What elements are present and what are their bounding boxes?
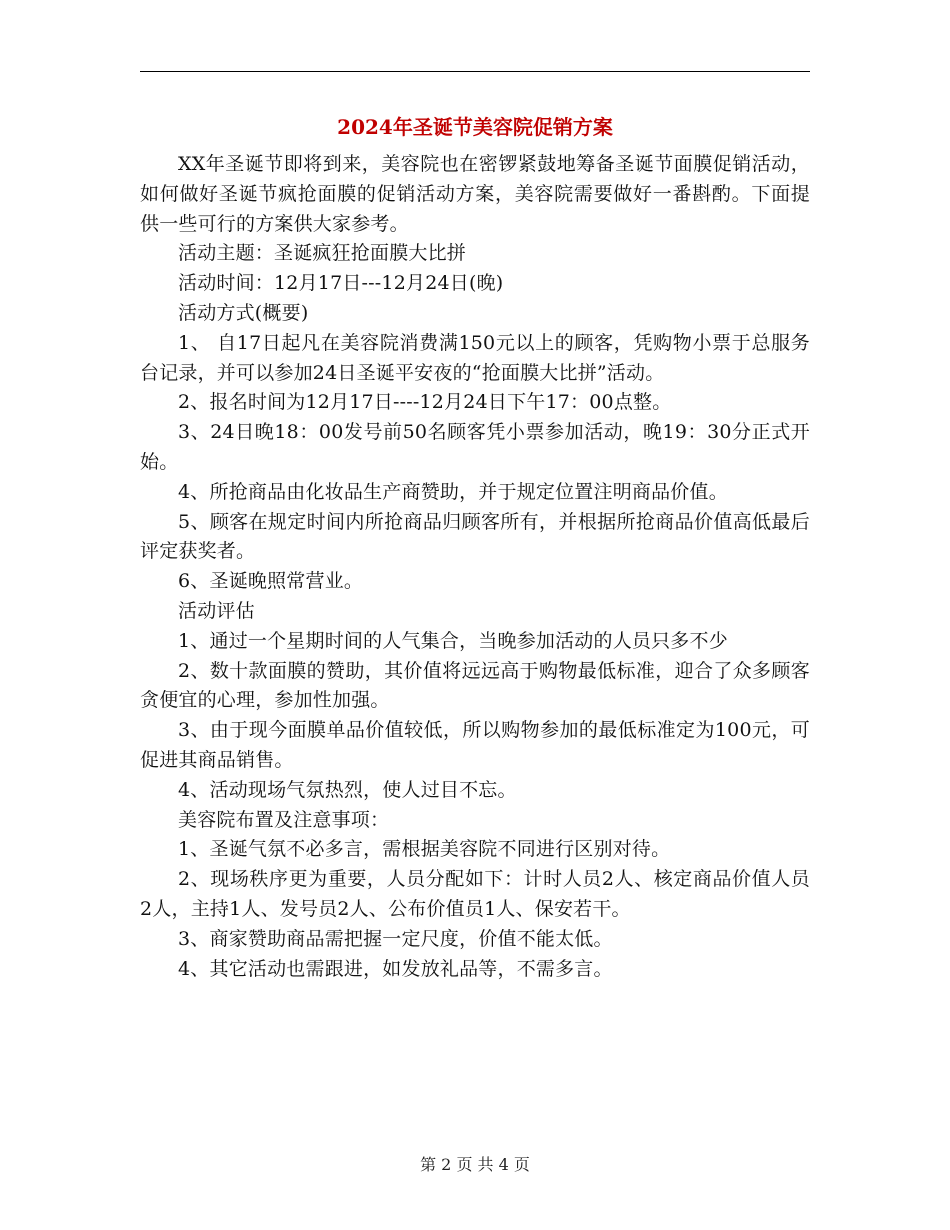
method-item: 4、所抢商品由化妆品生产商赞助，并于规定位置注明商品价值。 bbox=[178, 480, 728, 503]
document-body bbox=[140, 150, 810, 984]
layout-note-item: 2、现场秩序更为重要，人员分配如下：计时人员2人、核定商品价值人员2人，主持1人、发号员2人、公布价值员1人、保安若干。 bbox=[140, 868, 810, 920]
layout-notes-heading: 美容院布置及注意事项： bbox=[178, 808, 390, 831]
method-item: 3、24日晚18：00发号前50名顾客凭小票参加活动，晚19：30分正式开始。 bbox=[140, 421, 810, 473]
document-title: 2024年圣诞节美容院促销方案 bbox=[337, 115, 613, 139]
activity-theme: 活动主题：圣诞疯狂抢面膜大比拼 bbox=[178, 242, 467, 265]
layout-note-item: 4、其它活动也需跟进，如发放礼品等，不需多言。 bbox=[178, 957, 613, 980]
method-item: 1、 自17日起凡在美容院消费满150元以上的顾客，凭购物小票于总服务台记录，并可以参加24日圣诞平安夜的“抢面膜大比拼”活动。 bbox=[140, 331, 810, 384]
page-number-footer: 第 2 页 共 4 页 bbox=[420, 1155, 530, 1174]
header-rule bbox=[140, 71, 810, 72]
layout-note-item: 1、圣诞气氛不必多言，需根据美容院不同进行区别对待。 bbox=[178, 838, 671, 861]
activity-time: 活动时间：12月17日---12月24日(晚) bbox=[178, 272, 504, 295]
evaluation-item: 3、由于现今面膜单品价值较低，所以购物参加的最低标准定为100元，可促进其商品销售。 bbox=[140, 719, 810, 771]
evaluation-heading: 活动评估 bbox=[178, 599, 255, 622]
method-item: 2、报名时间为12月17日----12月24日下午17：00点整。 bbox=[178, 391, 672, 414]
intro-paragraph: XX年圣诞节即将到来，美容院也在密锣紧鼓地筹备圣诞节面膜促销活动，如何做好圣诞节疯抢面膜的促销活动方案，美容院需要做好一番斟酌。下面提供一些可行的方案供大家参考。 bbox=[140, 153, 810, 235]
evaluation-item: 1、通过一个星期时间的人气集合，当晚参加活动的人员只多不少 bbox=[178, 629, 728, 652]
method-item: 5、顾客在规定时间内所抢商品归顾客所有，并根据所抢商品价值高低最后评定获奖者。 bbox=[140, 510, 810, 563]
evaluation-item: 2、数十款面膜的赞助，其价值将远远高于购物最低标准，迎合了众多顾客贪便宜的心理，参加性加强。 bbox=[140, 659, 810, 712]
layout-note-item: 3、商家赞助商品需把握一定尺度，价值不能太低。 bbox=[178, 927, 613, 950]
activity-method-heading: 活动方式(概要) bbox=[178, 301, 309, 324]
method-item: 6、圣诞晚照常营业。 bbox=[178, 570, 364, 593]
evaluation-item: 4、活动现场气氛热烈，使人过目不忘。 bbox=[178, 778, 517, 801]
